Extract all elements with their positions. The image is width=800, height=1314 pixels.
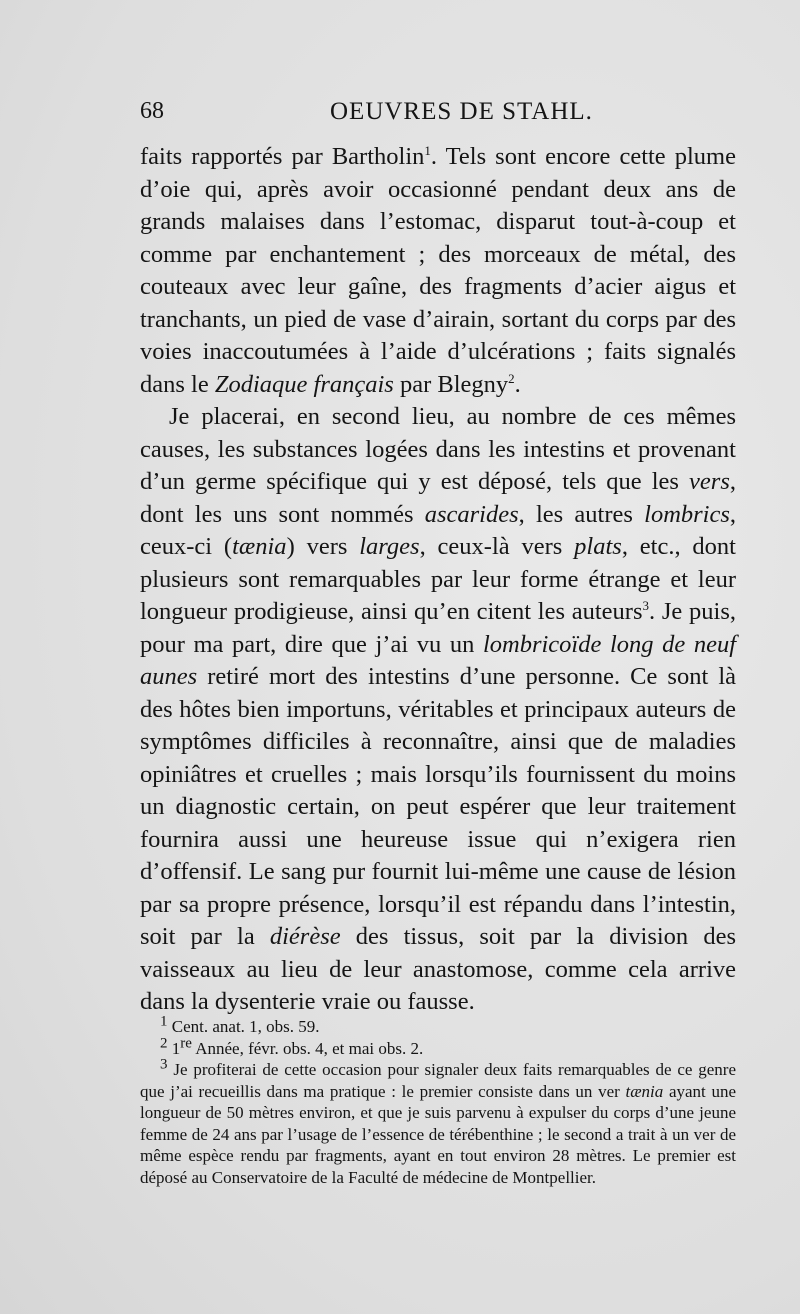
text-run: ayant une longueur de 50 mètres environ, et que je suis parvenu à expulser du corps d’une jeune femme de 24 ans par l’usage de l’essence de térébenthine ; le second a trait à un ver de même espèce rendu par fragments, ayant en tout environ 28 mètres. Le premier est déposé au Conservatoire de la Faculté de médecine de Montpellier. [140,1081,737,1187]
text-run: des tissus, soit par la division des vaisseaux au lieu de leur anastomose, comme cela arrive dans la dysenterie vraie ou fausse. [140,923,736,1015]
page-number: 68 [140,98,164,124]
italic-text: diérèse [269,923,341,950]
italic-text: Zodiaque français [214,370,394,398]
text-run: Je profiterai de cette occasion pour signaler deux faits remarquables de ce genre que j’ai recueillis dans ma pratique : le premier consiste dans un ver [140,1060,736,1101]
footnotes [140,1013,737,1188]
footnote-marker: 2 [508,370,515,386]
text-run: par Blegny [393,370,509,398]
body-text [140,141,736,1019]
italic-text: lombrics [644,500,730,528]
footnote-marker: re [180,1034,192,1051]
italic-text: ascarides [424,500,519,528]
text-run: retiré mort des intestins d’une personne. Ce sont là des hôtes bien importuns, véritables et principaux auteurs de symptômes difficiles à reconnaître, ainsi que de maladies opiniâtres et cruelles ; mais lorsqu’ils fournissent du moins un diagnostic certain, on peut espérer que leur traitement fournira aussi une heureuse issue qui n’exigera rien d’offensif. Le sang pur fournit lui-même une cause de lésion par sa propre présence, lorsqu’il est répandu dans l’intestin, soit par la [140,663,736,950]
text-run: , etc., dont plusieurs sont remarquables par leur forme étrange et leur longueur prodigieuse, ainsi qu’en citent les auteurs [140,533,736,625]
footnote [140,1056,737,1188]
italic-text: vers [689,468,730,495]
text-run: . [514,370,521,398]
footnote [140,1013,736,1038]
italic-text: plats [574,533,622,560]
text-run: Cent. anat. 1, obs. 59. [167,1017,320,1036]
footnote-marker: 3 [642,597,649,613]
footnote-marker: 3 [160,1056,168,1073]
footnote-marker: 1 [160,1013,168,1030]
paragraph [140,141,736,401]
italic-text: larges [359,533,420,560]
text-run: . Je puis, pour ma part, dire que j’ai vu un [140,598,736,658]
footnote-marker: 1 [424,142,431,158]
italic-text: lombricoïde long de neuf aunes [140,630,737,690]
text-run: ) vers [286,533,360,560]
text-run: Je placerai, en second lieu, au nombre de ces mêmes causes, les substances logées dans les intestins et provenant d’un germe spécifique qui y est déposé, tels que les [140,403,736,495]
italic-text: tænia [625,1081,664,1101]
text-run: . Tels sont encore cette plume d’oie qui, après avoir occasionné pendant deux ans de grands malaises dans l’estomac, disparut tout-à-coup et comme par enchantement ; des morceaux de métal, des couteaux avec leur gaîne, des fragments d’acier aigus et tranchants, un pied de vase d’airain, sortant du corps par des voies inaccoutumées à l’aide d’ulcérations ; faits signalés dans le [140,143,736,398]
italic-text: tænia [232,533,287,560]
footnote-marker: 2 [160,1034,168,1051]
text-run: Année, févr. obs. 4, et mai obs. 2. [191,1038,424,1058]
running-title: OEUVRES DE STAHL. [330,98,593,125]
text-run: faits rapportés par Bartholin [140,143,425,170]
running-head [140,98,740,134]
footnote [140,1034,736,1060]
text-run: , les autres [518,500,645,528]
paragraph [140,401,736,1019]
text-run: 1 [167,1038,181,1058]
text-run: , ceux-là vers [419,533,575,560]
text-run: , dont les uns sont nommés [140,468,736,528]
text-run: , ceux-ci ( [140,500,737,560]
